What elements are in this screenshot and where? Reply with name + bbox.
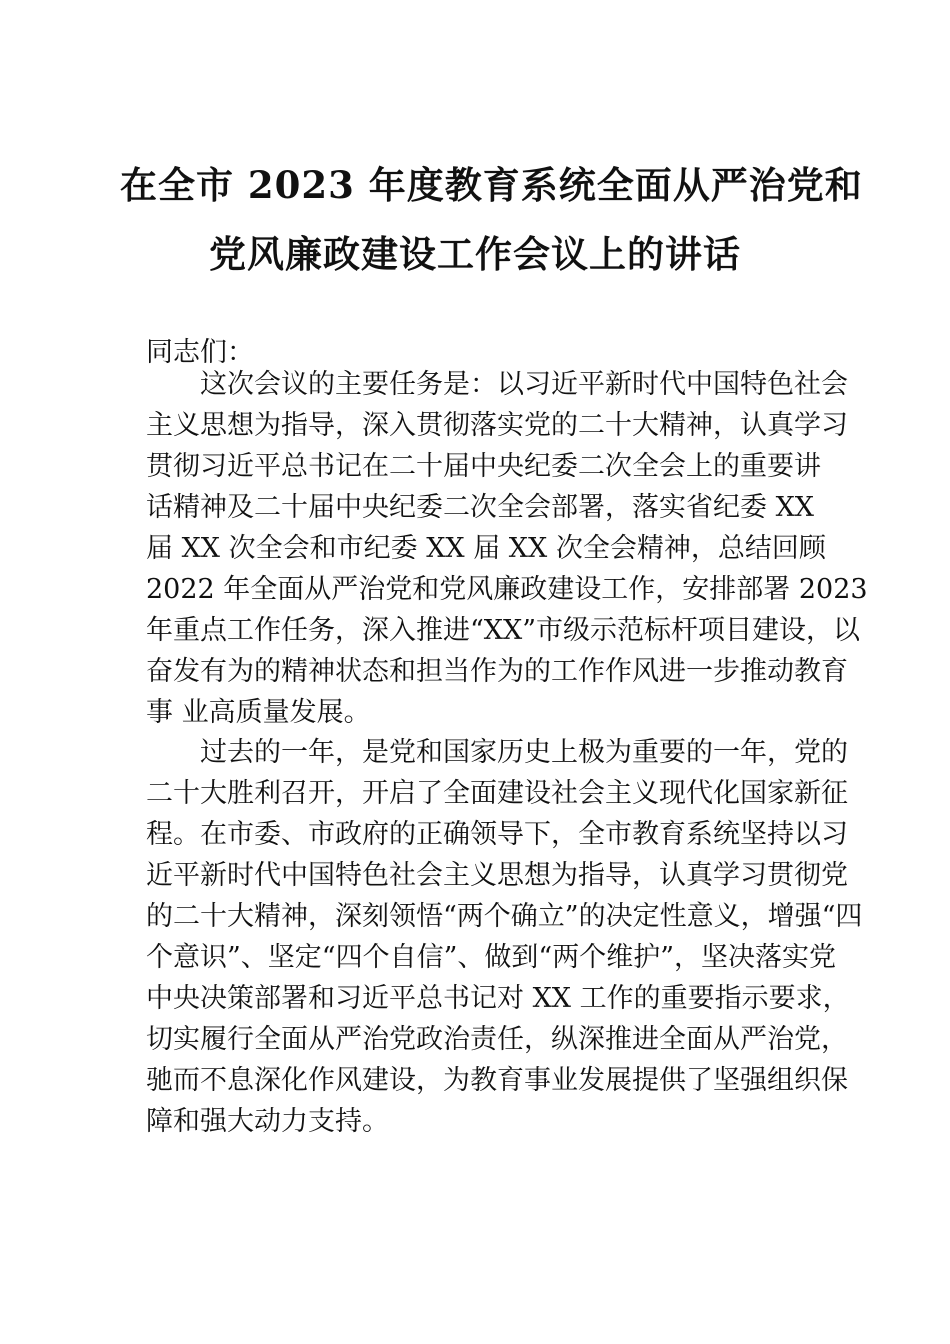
paragraph-1-line: 年重点工作任务，深入推进“XX”市级示范标杆项目建设，以: [146, 615, 861, 646]
paragraph-2-line: 切实履行全面从严治党政治责任，纵深推进全面从严治党，: [146, 1024, 848, 1055]
paragraph-1-line: 2022 年全面从严治党和党风廉政建设工作，安排部署 2023: [146, 574, 868, 605]
title-line-1: 在全市 2023 年度教育系统全面从严治党和: [120, 163, 863, 207]
paragraph-2-line: 中央决策部署和习近平总书记对 XX 工作的重要指示要求，: [146, 983, 850, 1014]
paragraph-1-line: 事 业高质量发展。: [146, 697, 371, 728]
paragraph-2-line: 程。在市委、市政府的正确领导下，全市教育系统坚持以习: [146, 819, 848, 850]
paragraph-1-line: 主义思想为指导，深入贯彻落实党的二十大精神，认真学习: [146, 410, 848, 441]
paragraph-1-line: 奋发有为的精神状态和担当作为的工作作风进一步推动教育: [146, 656, 848, 687]
title-line-2: 党风廉政建设工作会议上的讲话: [209, 232, 741, 276]
paragraph-1-line: 贯彻习近平总书记在二十届中央纪委二次全会上的重要讲: [146, 451, 821, 482]
salutation: 同志们：: [146, 337, 254, 368]
paragraph-2-line: 驰而不息深化作风建设，为教育事业发展提供了坚强组织保: [146, 1065, 848, 1096]
paragraph-2-line: 障和强大动力支持。: [146, 1106, 389, 1137]
paragraph-1-line: 这次会议的主要任务是：以习近平新时代中国特色社会: [200, 369, 848, 400]
paragraph-2-line: 近平新时代中国特色社会主义思想为指导，认真学习贯彻党: [146, 860, 848, 891]
paragraph-2-line: 过去的一年，是党和国家历史上极为重要的一年，党的: [200, 737, 848, 768]
paragraph-1-line: 话精神及二十届中央纪委二次全会部署，落实省纪委 XX: [146, 492, 815, 523]
paragraph-2-line: 二十大胜利召开，开启了全面建设社会主义现代化国家新征: [146, 778, 848, 809]
paragraph-1-line: 届 XX 次全会和市纪委 XX 届 XX 次全会精神，总结回顾: [146, 533, 826, 564]
paragraph-2-line: 的二十大精神，深刻领悟“两个确立”的决定性意义，增强“四: [146, 901, 863, 932]
paragraph-2-line: 个意识”、坚定“四个自信”、做到“两个维护”，坚决落实党: [146, 942, 837, 973]
